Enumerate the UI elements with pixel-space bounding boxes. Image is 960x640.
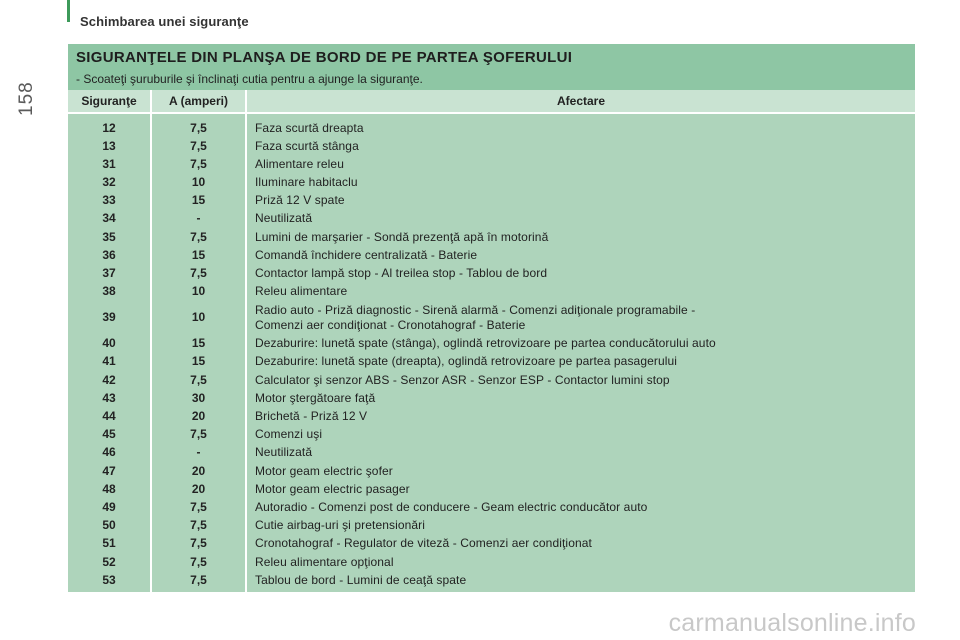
table-row [68,155,915,173]
table-row [68,407,915,425]
section-title-band [68,44,915,90]
table-row [68,301,915,335]
fuse-amperage: 15 [151,246,246,264]
table-row [68,264,915,282]
fuse-amperage: 7,5 [151,498,246,516]
page-number [16,72,46,132]
fuse-amperage: 10 [151,301,246,335]
section-title: SIGURANŢELE DIN PLANŞA DE BORD DE PE PARTEA ŞOFERULUI [76,49,573,66]
fuse-amperage: 20 [151,480,246,498]
fuse-function: Tablou de bord - Lumini de ceaţă spate [246,571,915,592]
fuse-function: Autoradio - Comenzi post de conducere - Geam electric conducător auto [246,498,915,516]
fuse-number: 12 [68,113,151,137]
column-header-amps: A (amperi) [151,90,246,113]
table-row [68,517,915,535]
table-row [68,462,915,480]
table-row [68,173,915,191]
fuse-number: 47 [68,462,151,480]
fuse-amperage: 30 [151,389,246,407]
fuse-amperage: - [151,210,246,228]
table-row [68,480,915,498]
fuse-function: Dezaburire: lunetă spate (dreapta), oglindă retrovizoare pe partea pasagerului [246,353,915,371]
fuse-amperage: 7,5 [151,426,246,444]
fuse-number: 42 [68,371,151,389]
fuse-function: Priză 12 V spate [246,192,915,210]
running-header: Schimbarea unei siguranţe [80,14,249,29]
fuse-table-container [68,90,915,595]
page-number-text: 158 [16,81,37,116]
fuse-function: Iluminare habitaclu [246,173,915,191]
fuse-number: 35 [68,228,151,246]
fuse-function: Comandă închidere centralizată - Baterie [246,246,915,264]
table-row [68,137,915,155]
fuse-amperage: 7,5 [151,264,246,282]
fuse-number: 51 [68,535,151,553]
fuse-function: Neutilizată [246,444,915,462]
fuse-number: 31 [68,155,151,173]
table-row [68,192,915,210]
fuse-number: 41 [68,353,151,371]
fuse-number: 37 [68,264,151,282]
table-row [68,246,915,264]
fuse-function: Motor ştergătoare faţă [246,389,915,407]
fuse-number: 33 [68,192,151,210]
fuse-amperage: 7,5 [151,517,246,535]
watermark: carmanualsonline.info [668,609,916,637]
table-row [68,210,915,228]
fuse-function: Alimentare releu [246,155,915,173]
fuse-number: 53 [68,571,151,592]
fuse-function: Faza scurtă dreapta [246,113,915,137]
fuse-table [68,90,915,592]
fuse-amperage: 10 [151,283,246,301]
fuse-function: Neutilizată [246,210,915,228]
fuse-function: Comenzi uşi [246,426,915,444]
table-row [68,283,915,301]
table-row [68,553,915,571]
fuse-amperage: 20 [151,462,246,480]
fuse-function: Cronotahograf - Regulator de viteză - Comenzi aer condiţionat [246,535,915,553]
table-row [68,353,915,371]
fuse-amperage: - [151,444,246,462]
section-instruction: - Scoateţi şuruburile şi înclinaţi cutia pentru a ajunge la siguranţe. [76,72,423,86]
fuse-function: Motor geam electric şofer [246,462,915,480]
table-body [68,113,915,592]
fuse-function: Cutie airbag-uri şi pretensionări [246,517,915,535]
fuse-number: 45 [68,426,151,444]
fuse-amperage: 20 [151,407,246,425]
fuse-number: 36 [68,246,151,264]
fuse-number: 40 [68,335,151,353]
fuse-amperage: 10 [151,173,246,191]
fuse-amperage: 7,5 [151,228,246,246]
table-row [68,113,915,137]
fuse-number: 34 [68,210,151,228]
fuse-number: 32 [68,173,151,191]
fuse-amperage: 7,5 [151,535,246,553]
fuse-amperage: 7,5 [151,113,246,137]
fuse-function: Motor geam electric pasager [246,480,915,498]
table-row [68,335,915,353]
table-row [68,228,915,246]
table-row [68,426,915,444]
column-header-fuse: Siguranţe [68,90,151,113]
fuse-number: 52 [68,553,151,571]
fuse-function: Calculator şi senzor ABS - Senzor ASR - Senzor ESP - Contactor lumini stop [246,371,915,389]
table-row [68,571,915,592]
fuse-function: Faza scurtă stânga [246,137,915,155]
fuse-function: Releu alimentare opţional [246,553,915,571]
fuse-function: Lumini de marşarier - Sondă prezenţă apă în motorină [246,228,915,246]
table-row [68,498,915,516]
fuse-function: Brichetă - Priză 12 V [246,407,915,425]
table-row [68,535,915,553]
column-header-function: Afectare [246,90,915,113]
table-row [68,444,915,462]
fuse-number: 44 [68,407,151,425]
fuse-function: Dezaburire: lunetă spate (stânga), oglindă retrovizoare pe partea conducătorului auto [246,335,915,353]
fuse-amperage: 7,5 [151,571,246,592]
fuse-amperage: 15 [151,192,246,210]
fuse-number: 46 [68,444,151,462]
fuse-number: 48 [68,480,151,498]
fuse-number: 39 [68,301,151,335]
table-header-row [68,90,915,113]
fuse-amperage: 7,5 [151,155,246,173]
fuse-function [246,301,915,335]
fuse-function-line: Radio auto - Priză diagnostic - Sirenă alarmă - Comenzi adiţionale programabile - [255,302,696,317]
table-row [68,371,915,389]
fuse-number: 43 [68,389,151,407]
fuse-amperage: 7,5 [151,553,246,571]
fuse-number: 13 [68,137,151,155]
fuse-amperage: 15 [151,335,246,353]
fuse-function-line: Comenzi aer condiţionat - Cronotahograf - Baterie [255,317,526,332]
fuse-amperage: 7,5 [151,371,246,389]
table-row [68,389,915,407]
fuse-function: Contactor lampă stop - Al treilea stop - Tablou de bord [246,264,915,282]
fuse-number: 38 [68,283,151,301]
header-accent-rule [67,0,70,22]
fuse-number: 49 [68,498,151,516]
fuse-number: 50 [68,517,151,535]
fuse-amperage: 7,5 [151,137,246,155]
fuse-amperage: 15 [151,353,246,371]
fuse-function: Releu alimentare [246,283,915,301]
